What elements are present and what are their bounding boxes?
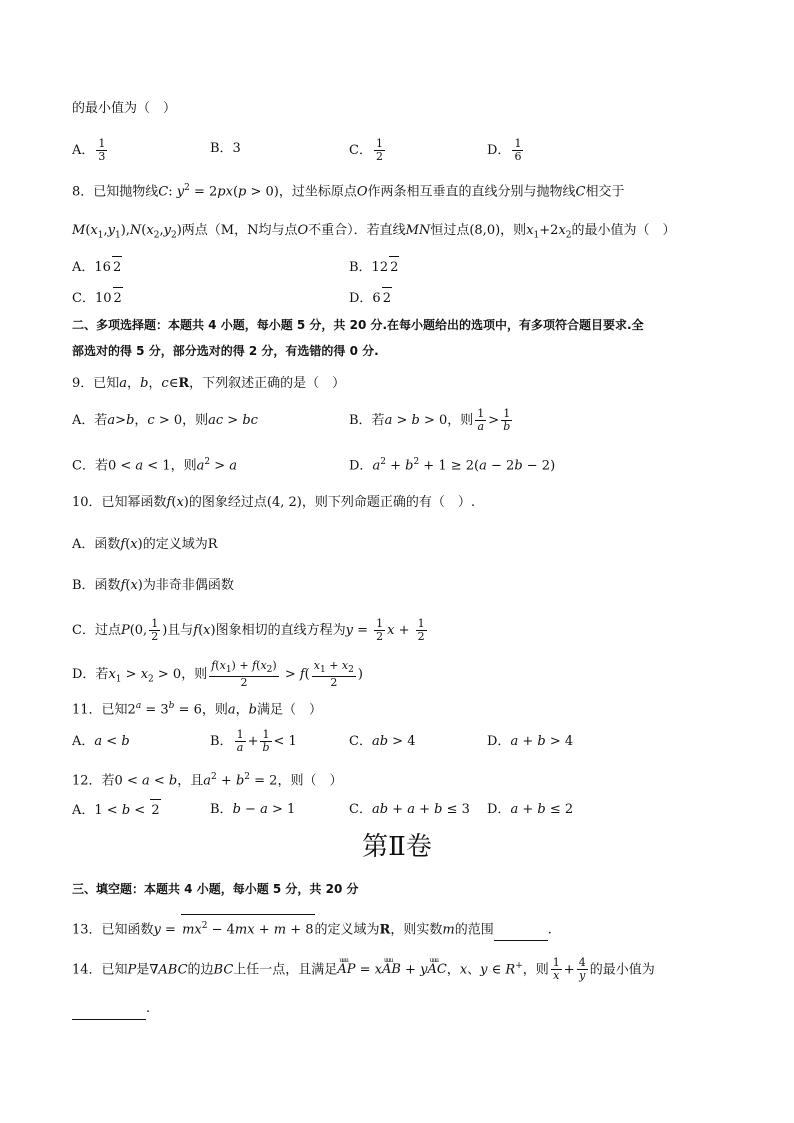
q10-option-b: B．函数f(x)为非奇非偶函数: [72, 578, 234, 593]
q12-option-c: C．ab + a + b ≤ 3: [349, 802, 470, 817]
section3-instructions: 三、填空题：本题共 4 小题，每小题 5 分，共 20 分: [72, 882, 359, 896]
q8-option-d: D．6 2: [349, 287, 392, 310]
q13-stem: 13．已知函数$y = mx^2 - 4mx + m + 8$的定义域为R，则实数m的范围 .: [72, 914, 552, 941]
q8-option-a: A．16 2: [72, 256, 122, 279]
q8-stem-line1: 8．已知抛物线C: $y^2 = 2px(p > 0)$，过坐标原点O作两条相互垂直的直线分别与抛物线C相交于: [72, 183, 625, 200]
q9-stem: 9．已知a，b，c∈R，下列叙述正确的是（ ）: [72, 376, 346, 391]
section2-instructions-line2: 部选对的得 5 分，部分选对的得 2 分，有选错的得 0 分.: [72, 344, 379, 358]
q7-option-b: B．3: [210, 141, 241, 156]
q9-option-d: D．$a^2 + b^2 + 1 \ge 2(a - 2b - 2)$: [349, 457, 556, 474]
q10-stem: 10．已知幂函数f(x)的图象经过点(4, 2)，则下列命题正确的有（ ）.: [72, 495, 475, 510]
q11-option-b: B． $\frac{1}{a}$ + $\frac{1}{b}$ < 1: [210, 728, 297, 754]
q7-stem-tail: 的最小值为（ ）: [72, 101, 177, 116]
q7-option-a: A． $\frac{1}{3}$: [72, 137, 106, 163]
q9-option-a: A．若a>b，c > 0，则ac > bc: [72, 413, 258, 428]
q14-answer-line: .: [72, 998, 150, 1020]
q9-option-c: C．若0 < a < 1，则$a^2 > a$: [72, 457, 238, 474]
q14-answer-blank[interactable]: [72, 1019, 146, 1020]
q11-option-c: C．ab > 4: [349, 734, 416, 749]
q12-option-a: A．1 < b < 2: [72, 799, 161, 822]
q10-option-c: C．过点P(0, $\frac{1}{2}$ )且与f(x)图象相切的直线方程为y = $\frac{1}{2}$ x + $\frac{1}{2}$: [72, 617, 425, 643]
q11-option-a: A．a < b: [72, 734, 130, 749]
volume-heading: 第Ⅱ卷: [362, 832, 432, 862]
q7-option-d: D． $\frac{1}{6}$: [487, 137, 522, 163]
q7-option-c: C． $\frac{1}{2}$: [349, 137, 383, 163]
q13-answer-blank[interactable]: [494, 940, 548, 941]
q11-stem: 11．已知$2^a = 3^b = 6$，则a，b满足（ ）: [72, 701, 322, 718]
q12-option-b: B．b − a > 1: [210, 802, 296, 817]
q12-stem: 12．若0 < a < b，且$a^2 + b^2 = 2$，则（ ）: [72, 772, 343, 789]
q11-option-d: D．a + b > 4: [487, 734, 574, 749]
q8-option-b: B．12 2: [349, 256, 399, 279]
q10-option-d: D．若$x_1 > x_2 > 0$，则 $\frac{f(x_1) + f(x_2)}{2}$ > f( $\frac{x_1 + x_2}{2}$ ): [72, 659, 363, 690]
q12-option-d: D．a + b ≤ 2: [487, 802, 574, 817]
section2-instructions-line1: 二、多项选择题：本题共 4 小题，每小题 5 分，共 20 分.在每小题给出的选项中，有多项符合题目要求.全: [72, 318, 644, 332]
q9-option-b: B．若a > b > 0，则 $\frac{1}{a}$ > $\frac{1}{b}$: [349, 407, 511, 433]
q8-stem-line2: $M(x_1,y_1),N(x_2,y_2)$两点（M，N均与点O不重合）．若直线MN恒过点(8,0)，则$x_1+2x_2$的最小值为（ ）: [72, 223, 676, 241]
q14-stem: 14．已知P是∇ABC的边BC上任一点，且满足uuu AP = xuuu AB + yuuu AC，x、y ∈ R+，则 $\frac{1}{x}$ + $\frac{4}{y}$ 的最小值为: [72, 955, 655, 982]
q10-option-a: A．函数f(x)的定义域为R: [72, 537, 218, 552]
q8-option-c: C．10 2: [72, 287, 123, 310]
